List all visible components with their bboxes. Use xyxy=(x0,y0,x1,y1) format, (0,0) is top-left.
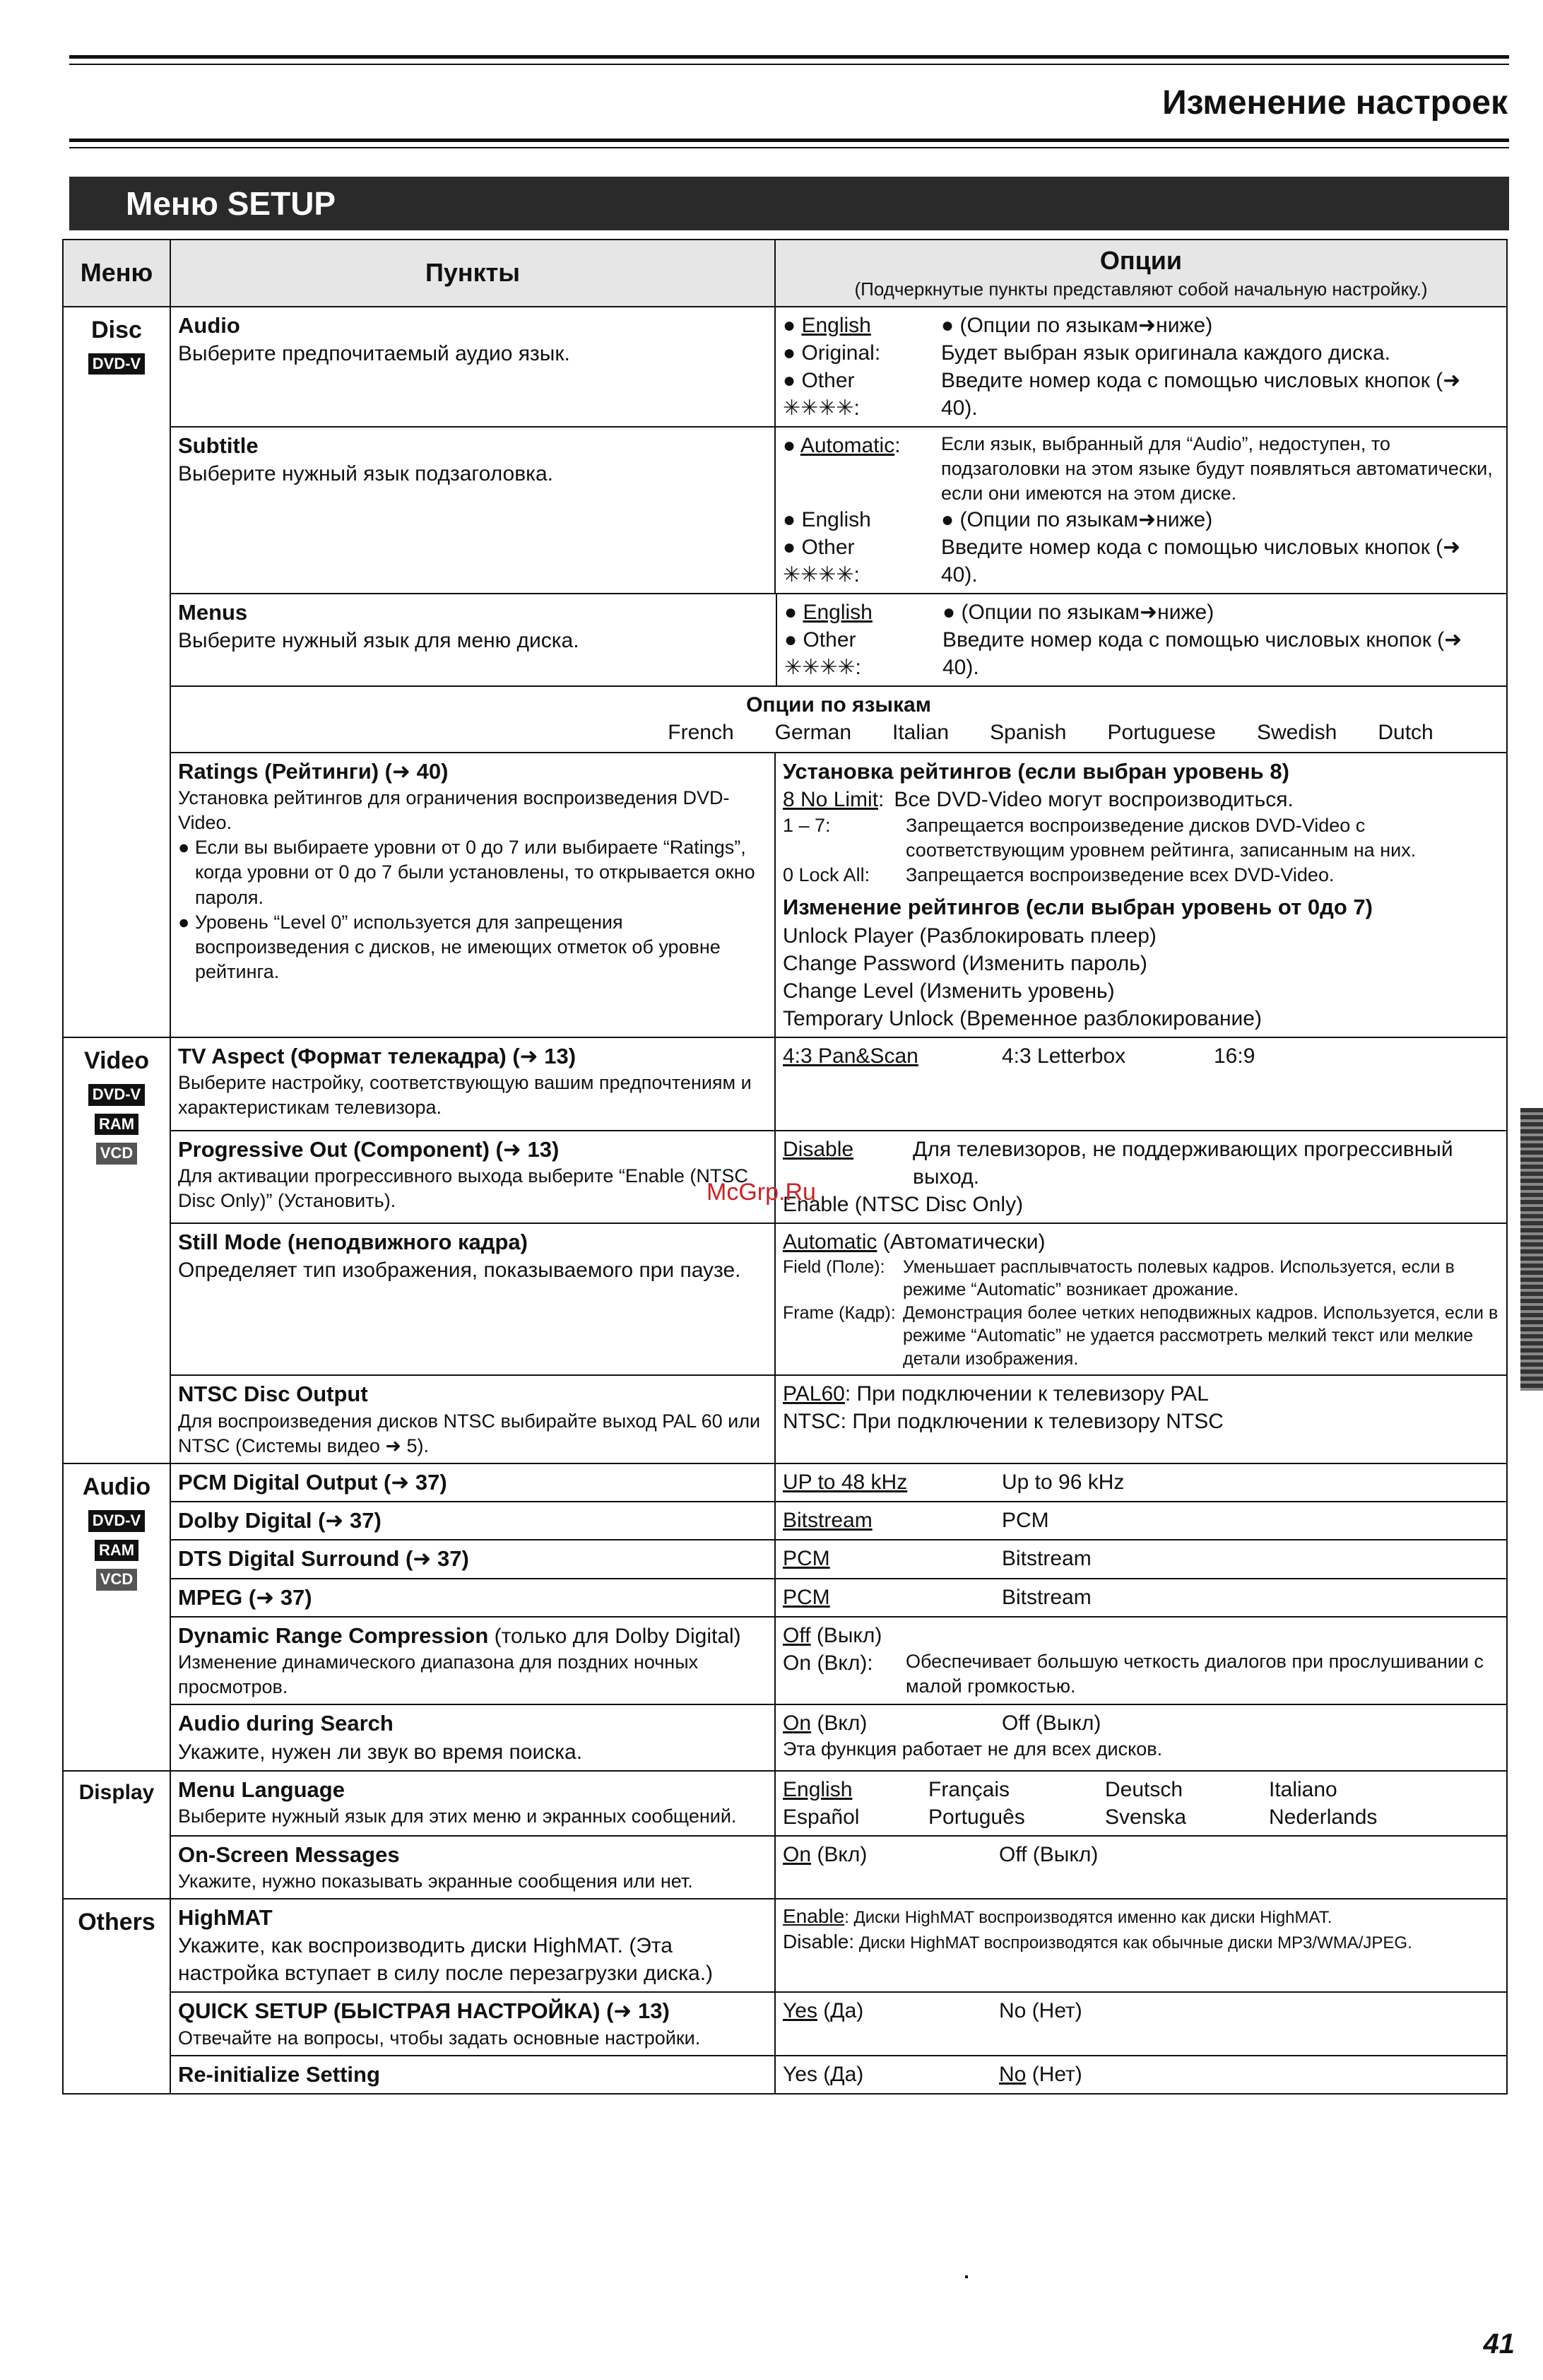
item-desc: Выберите нужный язык для меню диска. xyxy=(178,629,579,653)
item-menu-language xyxy=(170,1771,775,1836)
table-row xyxy=(63,1540,1507,1578)
item-desc: Изменение динамического диапазона для поздних ночных просмотров. xyxy=(178,1651,699,1698)
item-ntsc-output xyxy=(170,1375,775,1463)
option-list xyxy=(783,1042,1499,1070)
option-value: Запрещается воспроизведение дисков DVD-Video с соответствующим уровнем рейтинга, записанным на них. xyxy=(906,815,1417,861)
option: Bitstream xyxy=(1002,1585,1092,1609)
option: Yes (Да) xyxy=(783,2062,864,2086)
option: Bitstream xyxy=(783,1509,873,1533)
option xyxy=(783,813,1499,863)
option-value: Обеспечивает большую четкость диалогов при прослушивании с малой громкостью. xyxy=(906,1650,1484,1697)
watermark: McGrp.Ru xyxy=(707,1179,816,1206)
item-title: Ratings (Рейтинги) (➜ 40) xyxy=(178,758,449,784)
dvd-v-badge: DVD-V xyxy=(88,1510,145,1532)
item-title: DTS Digital Surround (➜ 37) xyxy=(178,1546,469,1572)
option-key: Yes xyxy=(783,1999,817,2023)
option xyxy=(783,1302,1499,1371)
option xyxy=(783,1997,999,2025)
options-title: Опции xyxy=(1099,246,1183,275)
options-still-mode xyxy=(775,1223,1507,1376)
speck xyxy=(965,2275,968,2278)
item-dolby xyxy=(170,1502,775,1540)
item-desc: Выберите настройку, соответствующую вашим предпочтениям и характеристикам телевизора. xyxy=(178,1072,752,1119)
option: Français xyxy=(928,1777,1010,1801)
item-title: HighMAT xyxy=(178,1905,273,1931)
option: Deutsch xyxy=(1105,1777,1183,1801)
language: French xyxy=(668,720,734,744)
option-list xyxy=(783,1545,1499,1572)
item-desc: Укажите, нужен ли звук во время поиска. xyxy=(178,1740,583,1764)
option-key: 8 No Limit xyxy=(783,788,879,812)
option: Italiano xyxy=(1269,1777,1337,1801)
options-reinit xyxy=(775,2056,1507,2094)
table-header xyxy=(63,240,1507,307)
title-rule xyxy=(69,139,1509,142)
category-name: Audio xyxy=(82,1473,151,1500)
item-title: On-Screen Messages xyxy=(178,1842,400,1867)
option: English xyxy=(783,1777,853,1801)
title-rule-thin xyxy=(69,147,1509,148)
option: Up to 96 kHz xyxy=(1002,1470,1125,1494)
language-options-title: Опции по языкам xyxy=(746,693,931,717)
top-rule-thin xyxy=(69,64,1509,65)
option: PCM xyxy=(783,1547,830,1571)
item-desc: Определяет тип изображения, показываемого при паузе. xyxy=(178,1259,741,1283)
option xyxy=(783,1709,1002,1737)
options-pcm xyxy=(775,1463,1507,1502)
option-key: Original: xyxy=(801,341,881,365)
option-value: (Да) xyxy=(823,1999,864,2023)
option-key: Field (Поле): xyxy=(783,1256,885,1277)
item-reinit xyxy=(170,2056,775,2094)
page-number: 41 xyxy=(1483,2328,1515,2360)
item-title xyxy=(178,1622,767,1650)
options-quick-setup xyxy=(775,1992,1507,2055)
item-pcm xyxy=(170,1463,775,1502)
language: Dutch xyxy=(1378,720,1433,744)
option: 16:9 xyxy=(1214,1044,1255,1068)
option-key: Disable: xyxy=(783,1931,855,1953)
category-name: Display xyxy=(78,1780,155,1804)
table-row xyxy=(63,1223,1507,1376)
option: 8 No Limit: Все DVD-Video могут воспроизводиться. xyxy=(783,786,1499,813)
item-title: MPEG (➜ 37) xyxy=(178,1584,312,1610)
option-key: No xyxy=(999,2062,1027,2086)
table-row xyxy=(63,753,1507,1037)
options-ratings xyxy=(775,753,1507,1037)
option-key: Frame (Кадр): xyxy=(783,1302,896,1323)
item-title: Menus xyxy=(178,599,248,625)
item-audio xyxy=(170,307,775,427)
option: 4:3 Letterbox xyxy=(1002,1044,1126,1068)
table-row xyxy=(63,1992,1507,2055)
option-value: Демонстрация более четких неподвижных кадров. Используется, если в режиме “Automatic” не удается рассмотреть мелкий текст или мелкие детали изображения. xyxy=(903,1302,1498,1369)
option: ● English ● (Опции по языкам➜ниже) xyxy=(784,600,1214,624)
options-osm xyxy=(775,1836,1507,1899)
option-key: On (Вкл): xyxy=(783,1651,873,1675)
option-key: 1 – 7: xyxy=(783,815,831,837)
ram-badge: RAM xyxy=(95,1540,138,1562)
table-row xyxy=(63,1836,1507,1899)
col-items-header: Пункты xyxy=(170,240,775,307)
setup-table xyxy=(62,239,1508,2095)
options-heading: Изменение рейтингов (если выбран уровень от 0до 7) xyxy=(783,895,1373,920)
category-name: Others xyxy=(78,1909,155,1936)
item-desc: Для воспроизведения дисков NTSC выбирайте выход PAL 60 или NTSC (Системы видео ➜ 5). xyxy=(178,1410,761,1456)
option: Svenska xyxy=(1105,1805,1187,1829)
note-text: Уровень “Level 0” используется для запрещения воспроизведения с дисков, не имеющих отметок об уровне рейтинга. xyxy=(194,911,721,982)
option: No (Нет) xyxy=(999,1999,1082,2023)
item-menus xyxy=(171,594,777,685)
option: ● English ● (Опции по языкам➜ниже) xyxy=(783,507,1213,531)
language-options xyxy=(171,685,1506,752)
option xyxy=(783,1622,1499,1649)
options-drc xyxy=(775,1617,1507,1704)
option-key: English xyxy=(803,600,873,624)
option-value: Если язык, выбранный для “Audio”, недоступен, то подзаголовки на этом языке будут появляться автоматически, если они имеются на этом диске. xyxy=(941,432,1493,504)
menus-and-languages xyxy=(170,594,1507,753)
option-list xyxy=(783,1803,1499,1831)
option-list xyxy=(783,1584,1499,1611)
option: Enable (NTSC Disc Only) xyxy=(783,1192,1024,1216)
option: UP to 48 kHz xyxy=(783,1470,908,1494)
option xyxy=(783,1408,1499,1435)
table-row xyxy=(63,1463,1507,1502)
table-row xyxy=(63,1579,1507,1617)
col-menu-header: Меню xyxy=(63,240,170,307)
item-desc: Укажите, как воспроизводить диски HighMAT. (Эта настройка вступает в силу после перезагрузки диска.) xyxy=(178,1934,714,1986)
item-dts xyxy=(170,1540,775,1578)
page-title: Изменение настроек xyxy=(1162,84,1508,122)
option: Português xyxy=(928,1805,1025,1829)
language: Portuguese xyxy=(1107,720,1216,744)
option-key: English xyxy=(801,313,871,337)
note-text: Если вы выбираете уровни от 0 до 7 или выбираете “Ratings”, когда уровни от 0 до 7 были установлены, то открывается окно пароля. xyxy=(194,837,755,908)
table-row xyxy=(63,1502,1507,1540)
table-row xyxy=(63,594,1507,753)
category-name: Disc xyxy=(91,316,142,343)
option-value: Будет выбран язык оригинала каждого диска. xyxy=(941,341,1390,365)
col-options-header xyxy=(775,240,1507,307)
category-name: Video xyxy=(84,1047,149,1074)
language: Spanish xyxy=(990,720,1067,744)
page-edge-tab xyxy=(1520,1108,1543,1391)
option: ● English ● (Опции по языкам➜ниже) xyxy=(783,313,1213,337)
table-row xyxy=(63,1704,1507,1770)
option-key: On xyxy=(783,1842,812,1866)
option: PAL60: При подключении к телевизору PAL xyxy=(783,1382,1209,1406)
option-list xyxy=(783,2061,1499,2088)
option: ● Other ✳✳✳✳: Введите номер кода с помощью числовых кнопок (➜ 40). xyxy=(783,534,1499,589)
top-rule xyxy=(69,55,1509,59)
option: Change Level (Изменить уровень) xyxy=(783,979,1115,1003)
category-video xyxy=(63,1037,170,1463)
table-row xyxy=(63,307,1507,427)
table-row xyxy=(63,1131,1507,1223)
option-key: Off xyxy=(783,1623,811,1647)
options-heading: Установка рейтингов (если выбран уровень 8) xyxy=(783,758,1289,784)
item-drc xyxy=(170,1617,775,1704)
options-subtitle xyxy=(775,427,1507,594)
item-title-main: Dynamic Range Compression xyxy=(178,1622,489,1648)
option-value: При подключении к телевизору NTSC xyxy=(852,1410,1224,1434)
option: Off (Выкл) xyxy=(999,1842,1099,1866)
option-list xyxy=(783,1841,1499,1868)
option-key: Automatic xyxy=(800,433,895,457)
item-title: PCM Digital Output (➜ 37) xyxy=(178,1469,447,1495)
options-audio xyxy=(775,307,1507,427)
option-list xyxy=(783,1709,1499,1737)
item-desc: Отвечайте на вопросы, чтобы задать основные настройки. xyxy=(178,2027,701,2049)
item-desc: Для активации прогрессивного выхода выберите “Enable (NTSC Disc Only)” (Установить). xyxy=(178,1165,748,1212)
language: Italian xyxy=(892,720,950,744)
item-title: NTSC Disc Output xyxy=(178,1382,368,1407)
option-value: : Диски HighMAT воспроизводятся именно как диски HighMAT. xyxy=(844,1908,1332,1928)
item-title: Audio xyxy=(178,312,240,338)
table-row xyxy=(63,1899,1507,1992)
option: Unlock Player (Разблокировать плеер) xyxy=(783,924,1157,948)
note: ● Уровень “Level 0” используется для запрещения воспроизведения с дисков, не имеющих отметок об уровне рейтинга. xyxy=(178,911,721,982)
option xyxy=(999,2061,1082,2088)
category-others xyxy=(63,1899,170,2094)
option-value: Уменьшает расплывчатость полевых кадров. Используется, если в режиме “Automatic” возникает дрожание. xyxy=(903,1256,1455,1300)
option-list xyxy=(783,1468,1499,1496)
option xyxy=(783,1904,1499,1929)
options-note: (Подчеркнутые пункты представляют собой начальную настройку.) xyxy=(854,278,1428,300)
option xyxy=(783,1256,1499,1302)
item-title: Menu Language xyxy=(178,1777,345,1802)
item-quick-setup xyxy=(170,1992,775,2055)
option xyxy=(783,863,1499,888)
option: Bitstream xyxy=(1002,1547,1092,1571)
option-key: NTSC: xyxy=(783,1410,846,1434)
category-display xyxy=(63,1771,170,1899)
table-row xyxy=(63,1037,1507,1131)
options-menus xyxy=(777,594,1506,685)
item-title: Audio during Search xyxy=(178,1711,394,1736)
section-banner: Меню SETUP xyxy=(69,177,1509,230)
option-key: On xyxy=(783,1712,812,1736)
options-menu-language xyxy=(775,1771,1507,1836)
item-desc: Выберите предпочитаемый аудио язык. xyxy=(178,341,570,365)
option-value: Все DVD-Video могут воспроизводиться. xyxy=(894,788,1294,812)
option-value: При подключении к телевизору PAL xyxy=(856,1382,1209,1406)
language-list xyxy=(178,719,1499,746)
option: PCM xyxy=(783,1585,830,1609)
table-row xyxy=(63,2056,1507,2094)
item-title: Dolby Digital (➜ 37) xyxy=(178,1508,382,1533)
item-desc: Установка рейтингов для ограничения воспроизведения DVD-Video. xyxy=(178,787,730,834)
option-value: (Опции по языкам➜ниже) xyxy=(959,507,1213,531)
option xyxy=(783,1929,1499,1955)
option: Change Password (Изменить пароль) xyxy=(783,951,1147,975)
options-dolby xyxy=(775,1502,1507,1540)
option xyxy=(783,1136,1499,1191)
option-note: Эта функция работает не для всех дисков. xyxy=(783,1738,1163,1760)
option: 4:3 Pan&Scan xyxy=(783,1044,918,1068)
option-value: (Выкл) xyxy=(816,1623,882,1647)
item-mpeg xyxy=(170,1579,775,1617)
option-value: (Опции по языкам➜ниже) xyxy=(961,600,1214,624)
option-key: Disable xyxy=(783,1137,854,1161)
option-key: Other ✳✳✳✳: xyxy=(784,628,861,679)
option: Off (Выкл) xyxy=(1002,1712,1101,1736)
table-row xyxy=(63,1375,1507,1463)
option-value: Диски HighMAT воспроизводятся как обычные диски MP3/WMA/JPEG. xyxy=(858,1933,1412,1953)
language: Swedish xyxy=(1256,720,1337,744)
option-key: English xyxy=(801,507,871,531)
item-title: TV Aspect (Формат телекадра) (➜ 13) xyxy=(178,1043,577,1068)
option-value: Для телевизоров, не поддерживающих прогрессивный выход. xyxy=(913,1137,1453,1189)
option-value: Введите номер кода с помощью числовых кнопок (➜ 40). xyxy=(941,368,1461,420)
options-progressive-out xyxy=(775,1131,1507,1223)
category-audio xyxy=(63,1463,170,1771)
option: ● Other ✳✳✳✳: Введите номер кода с помощью числовых кнопок (➜ 40). xyxy=(784,626,1499,681)
option-value: Введите номер кода с помощью числовых кнопок (➜ 40). xyxy=(942,628,1462,679)
item-audio-search xyxy=(170,1704,775,1770)
item-still-mode xyxy=(170,1223,775,1376)
table-row xyxy=(63,1617,1507,1704)
item-desc: Выберите нужный язык подзаголовка. xyxy=(178,461,553,485)
option xyxy=(783,1841,999,1868)
item-highmat xyxy=(170,1899,775,1992)
option-value: (Опции по языкам➜ниже) xyxy=(959,313,1213,337)
option: Temporary Unlock (Временное разблокирование) xyxy=(783,1006,1262,1030)
item-title-note: (только для Dolby Digital) xyxy=(494,1624,741,1648)
option xyxy=(783,1649,1499,1699)
option-key: Other ✳✳✳✳: xyxy=(783,368,860,420)
dvd-v-badge: DVD-V xyxy=(88,1084,145,1106)
item-title: Re-initialize Setting xyxy=(178,2061,380,2087)
language: German xyxy=(774,720,852,744)
item-title: Still Mode (неподвижного кадра) xyxy=(178,1229,528,1254)
option-list xyxy=(783,1997,1499,2025)
option-value: Введите номер кода с помощью числовых кнопок (➜ 40). xyxy=(941,535,1461,587)
item-title: QUICK SETUP (БЫСТРАЯ НАСТРОЙКА) (➜ 13) xyxy=(178,1998,670,2024)
item-tv-aspect xyxy=(170,1037,775,1131)
item-desc: Укажите, нужно показывать экранные сообщения или нет. xyxy=(178,1871,693,1892)
options-tv-aspect xyxy=(775,1037,1507,1131)
option-key: Enable xyxy=(783,1905,845,1928)
option-value: (Автоматически) xyxy=(882,1230,1046,1254)
item-desc: Выберите нужный язык для этих меню и экранных сообщений. xyxy=(178,1805,737,1827)
option: PCM xyxy=(1002,1509,1049,1533)
vcd-badge: VCD xyxy=(96,1143,137,1165)
item-subtitle xyxy=(170,427,775,594)
item-osm xyxy=(170,1836,775,1899)
options-dts xyxy=(775,1540,1507,1578)
option: Español xyxy=(783,1805,860,1829)
option-key: PAL60 xyxy=(783,1382,845,1406)
note: ● Если вы выбираете уровни от 0 до 7 или выбираете “Ratings”, когда уровни от 0 до 7 были установлены, то открывается окно пароля. xyxy=(178,837,755,908)
vcd-badge: VCD xyxy=(96,1569,137,1591)
option-value: (Вкл) xyxy=(817,1842,868,1866)
option-value: (Вкл) xyxy=(817,1712,868,1736)
item-title: Subtitle xyxy=(178,432,259,458)
options-mpeg xyxy=(775,1579,1507,1617)
option-key: Other ✳✳✳✳: xyxy=(783,535,860,587)
item-progressive-out xyxy=(170,1131,775,1223)
option xyxy=(783,1228,1499,1256)
option-value: Запрещается воспроизведение всех DVD-Video. xyxy=(906,864,1335,886)
options-ntsc-output xyxy=(775,1375,1507,1463)
option-list xyxy=(783,1776,1499,1803)
dvd-v-badge: DVD-V xyxy=(88,353,145,375)
option-list xyxy=(783,1507,1499,1534)
options-audio-search xyxy=(775,1704,1507,1770)
table-row xyxy=(63,1771,1507,1836)
option: ● Original: Будет выбран язык оригинала каждого диска. xyxy=(783,339,1499,367)
item-title: Progressive Out (Component) (➜ 13) xyxy=(178,1136,560,1162)
category-disc xyxy=(63,307,170,1037)
option-key: 0 Lock All: xyxy=(783,864,870,886)
option: ● Other ✳✳✳✳: Введите номер кода с помощью числовых кнопок (➜ 40). xyxy=(783,367,1499,422)
option: ● Automatic: Если язык, выбранный для “Audio”, недоступен, то подзаголовки на этом языке будут появляться автоматически, если они имеются на этом диске. xyxy=(783,432,1499,506)
option-value: (Нет) xyxy=(1031,2062,1082,2086)
item-ratings xyxy=(170,753,775,1037)
table-row xyxy=(63,427,1507,594)
option-key: Automatic xyxy=(783,1230,877,1254)
options-highmat xyxy=(775,1899,1507,1992)
ram-badge: RAM xyxy=(95,1114,138,1136)
option: Nederlands xyxy=(1269,1805,1378,1829)
